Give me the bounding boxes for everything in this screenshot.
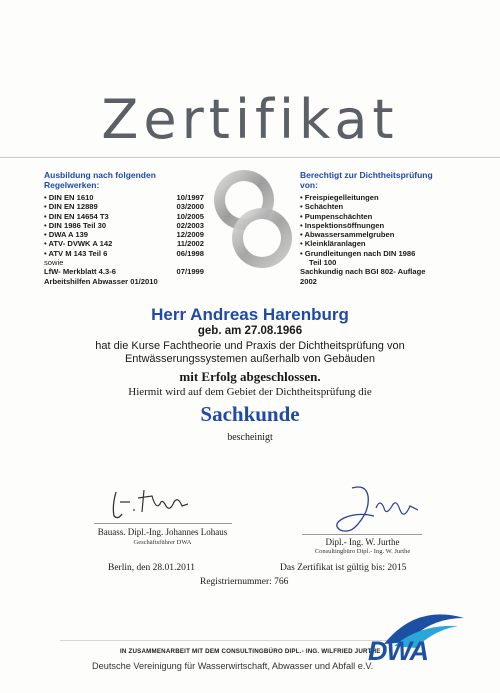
standards-list: [44, 193, 204, 286]
list-item: • Grundleitungen nach DIN 1986: [300, 249, 480, 258]
recipient-name: Herr Andreas Harenburg: [151, 305, 349, 324]
certified-text: bescheinigt: [227, 432, 273, 443]
certificate-title: Zertifikat: [101, 88, 399, 151]
declaration-text: Hiermit wird auf dem Gebiet der Dichtheitsprüfung die: [128, 386, 372, 398]
list-item: • Inspektionsöffnungen: [300, 221, 480, 230]
recipient-dob: geb. am 27.08.1966: [197, 325, 303, 337]
list-item: • DIN EN 1610 10/1997: [44, 193, 204, 202]
course-text-1: hat die Kurse Fachtheorie und Praxis der Dichtheitsprüfung von: [95, 340, 405, 352]
list-item: LfW- Merkblatt 4.3-6 07/1999: [44, 267, 204, 277]
success-text: mit Erfolg abgeschlossen.: [179, 369, 321, 384]
list-item: • ATV M 143 Teil 6 06/1998: [44, 249, 204, 258]
list-item: • DWA A 139 12/2009: [44, 230, 204, 239]
list-item: • DIN EN 12889 03/2000: [44, 202, 204, 211]
list-item: • DIN 1986 Teil 30 02/2003: [44, 221, 204, 230]
dwa-logo: [354, 608, 474, 668]
list-item: • Pumpenschächten: [300, 212, 480, 221]
course-text-2: Entwässerungssystemen außerhalb von Gebäuden: [124, 353, 376, 365]
left-signature-line: [94, 523, 232, 524]
list-item: • Kleinkläranlagen: [300, 239, 480, 248]
right-signatory-role: Consultingbüro Dipl.- Ing. W. Jurthe: [314, 548, 411, 555]
standards-heading: Ausbildung nach folgenden Regelwerken:: [44, 170, 156, 190]
rights-list: [300, 193, 480, 286]
left-signature-icon: [108, 484, 198, 524]
list-item: • ATV- DVWK A 142 11/2002: [44, 239, 204, 248]
validity-text: Das Zertifikat ist gültig bis: 2015: [280, 563, 407, 573]
organization-name: Deutsche Vereinigung für Wasserwirtschaft, Abwasser und Abfall e.V.: [92, 661, 374, 671]
place-date: Berlin, den 28.01.2011: [108, 563, 195, 573]
right-signature-icon: [322, 480, 432, 540]
cooperation-text: IN ZUSAMMENARBEIT MIT DEM CONSULTINGBÜRO DIPL.- ING. WILFRIED JURTHE: [120, 648, 381, 655]
list-item: • Freispiegelleitungen: [300, 193, 480, 202]
list-item: • DIN EN 14654 T3 10/2005: [44, 212, 204, 221]
registry-number: Registriernummer: 766: [200, 577, 289, 587]
sowie-text: sowie: [44, 258, 64, 268]
sachkundig-line: Sachkundig nach BGI 802- Auflage: [300, 267, 426, 277]
left-signatory-role: Geschäftsführer DWA: [133, 539, 192, 546]
pipes-graphic-icon: [198, 166, 308, 276]
right-signatory-name: Dipl.- Ing. W. Jurthe: [325, 537, 400, 547]
list-item: Arbeitshilfen Abwasser 01/2010: [44, 276, 158, 286]
title-divider: [0, 157, 500, 158]
sachkundig-year: 2002: [300, 276, 317, 286]
list-item: • Abwassersammelgruben: [300, 230, 480, 239]
list-item: • Schächten: [300, 202, 480, 211]
dwa-logo-text: DWA: [368, 636, 428, 666]
rights-heading: Berechtigt zur Dichtheitsprüfung von:: [300, 170, 433, 190]
right-signature-line: [302, 534, 422, 535]
left-signatory-name: Bauass. Dipl.-Ing. Johannes Lohaus: [97, 527, 228, 537]
list-item-continuation: Teil 100: [309, 258, 337, 268]
sachkunde-heading: Sachkunde: [200, 402, 300, 426]
